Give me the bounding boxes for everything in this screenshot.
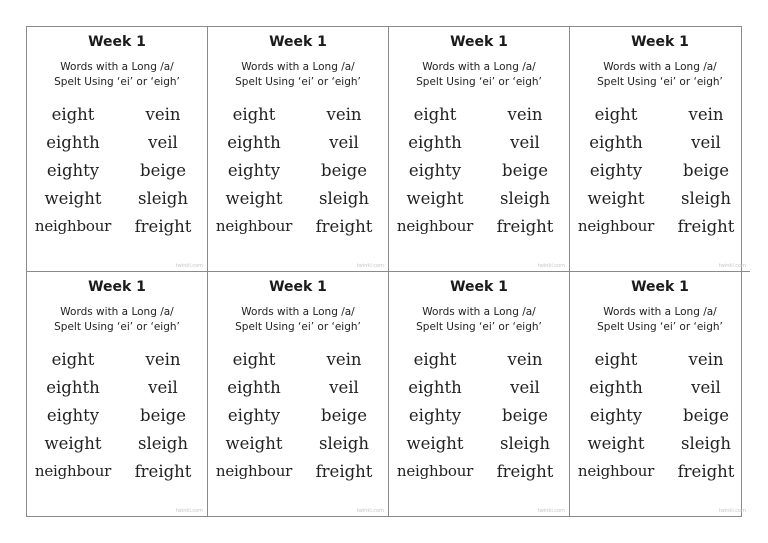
spelling-word: sleigh [681, 433, 731, 453]
card-subtitle-line: Spelt Using ‘ei’ or ‘eigh’ [54, 320, 180, 333]
card-subtitle-line: Spelt Using ‘ei’ or ‘eigh’ [235, 320, 361, 333]
spelling-word: sleigh [500, 189, 550, 208]
spelling-word: veil [148, 377, 178, 397]
spelling-word: freight [134, 461, 192, 481]
spelling-word: eighty [46, 405, 100, 425]
card-title: Week 1 [88, 34, 146, 50]
card-subtitle-line: Words with a Long /a/ [422, 305, 536, 318]
card-subtitle-line: Words with a Long /a/ [603, 305, 717, 318]
spelling-card [27, 272, 208, 517]
word-list [208, 349, 388, 482]
card-title: Week 1 [88, 278, 146, 295]
spelling-word: eighth [46, 133, 100, 152]
spelling-word: eighth [408, 133, 462, 152]
spelling-word: eighty [227, 405, 281, 425]
card-subtitle-line: Spelt Using ‘ei’ or ‘eigh’ [597, 320, 723, 333]
spelling-word: beige [321, 405, 367, 425]
card-watermark: twinkl.com [718, 262, 746, 269]
card-watermark: twinkl.com [537, 262, 565, 269]
spelling-word: freight [677, 217, 735, 236]
spelling-word: eight [413, 105, 457, 124]
spelling-word: neighbour [396, 461, 474, 480]
card-subtitle-line: Spelt Using ‘ei’ or ‘eigh’ [597, 76, 723, 88]
spelling-word: sleigh [138, 433, 188, 453]
spelling-word: vein [688, 105, 724, 124]
card-subtitle [27, 60, 207, 90]
word-list [208, 104, 388, 237]
spelling-word: veil [510, 377, 540, 397]
card-subtitle [570, 305, 750, 335]
card-title: Week 1 [631, 278, 689, 295]
spelling-word: beige [140, 161, 186, 180]
card-watermark: twinkl.com [356, 262, 384, 269]
spelling-word: eight [594, 105, 638, 124]
spelling-card [570, 272, 750, 517]
spelling-word: sleigh [138, 189, 188, 208]
card-title: Week 1 [269, 34, 327, 50]
spelling-word: eighth [589, 377, 643, 397]
spelling-word: vein [326, 349, 362, 369]
spelling-card [208, 27, 389, 272]
spelling-word: veil [329, 133, 359, 152]
spelling-word: veil [329, 377, 359, 397]
card-subtitle [570, 60, 750, 90]
spelling-word: freight [496, 461, 554, 481]
spelling-word: eighth [227, 133, 281, 152]
spelling-word: beige [502, 405, 548, 425]
card-subtitle-line: Words with a Long /a/ [60, 61, 174, 73]
card-subtitle-line: Words with a Long /a/ [60, 305, 174, 318]
spelling-word: eighth [46, 377, 100, 397]
word-list [570, 104, 750, 237]
word-list [27, 349, 207, 482]
spelling-word: eight [51, 105, 95, 124]
card-subtitle [27, 305, 207, 335]
card-subtitle-line: Words with a Long /a/ [603, 61, 717, 73]
card-subtitle-line: Words with a Long /a/ [241, 61, 355, 73]
spelling-word: vein [507, 105, 543, 124]
word-list [389, 104, 569, 237]
card-watermark: twinkl.com [537, 508, 565, 514]
spelling-word: beige [321, 161, 367, 180]
spelling-word: eighty [227, 161, 281, 180]
spelling-word: eighth [227, 377, 281, 397]
spelling-word: sleigh [681, 189, 731, 208]
spelling-word: freight [496, 217, 554, 236]
spelling-word: freight [677, 461, 735, 481]
spelling-word: weight [406, 189, 464, 208]
spelling-card-sheet [26, 26, 746, 517]
card-watermark: twinkl.com [175, 508, 203, 514]
spelling-word: eighty [46, 161, 100, 180]
card-subtitle-line: Spelt Using ‘ei’ or ‘eigh’ [235, 76, 361, 88]
spelling-word: vein [326, 105, 362, 124]
spelling-word: eight [232, 105, 276, 124]
spelling-word: eight [594, 349, 638, 369]
spelling-word: neighbour [396, 217, 474, 235]
spelling-word: vein [507, 349, 543, 369]
spelling-word: weight [406, 433, 464, 453]
spelling-word: freight [315, 217, 373, 236]
spelling-word: freight [315, 461, 373, 481]
spelling-word: vein [145, 349, 181, 369]
card-subtitle-line: Spelt Using ‘ei’ or ‘eigh’ [416, 320, 542, 333]
card-watermark: twinkl.com [356, 508, 384, 514]
card-title: Week 1 [269, 278, 327, 295]
card-subtitle [208, 305, 388, 335]
spelling-word: neighbour [215, 461, 293, 480]
spelling-word: weight [225, 189, 283, 208]
spelling-word: neighbour [577, 461, 655, 480]
card-watermark: twinkl.com [718, 508, 746, 514]
word-list [389, 349, 569, 482]
spelling-word: beige [140, 405, 186, 425]
spelling-word: beige [683, 161, 729, 180]
card-subtitle [389, 60, 569, 90]
spelling-word: weight [44, 189, 102, 208]
spelling-word: neighbour [34, 217, 112, 235]
card-subtitle-line: Words with a Long /a/ [422, 61, 536, 73]
spelling-word: eight [232, 349, 276, 369]
spelling-word: sleigh [319, 189, 369, 208]
card-watermark: twinkl.com [175, 262, 203, 269]
word-list [27, 104, 207, 237]
spelling-word: beige [683, 405, 729, 425]
card-subtitle-line: Spelt Using ‘ei’ or ‘eigh’ [54, 76, 180, 88]
card-subtitle-line: Words with a Long /a/ [241, 305, 355, 318]
spelling-card [389, 27, 570, 272]
spelling-card [389, 272, 570, 517]
spelling-word: neighbour [34, 461, 112, 480]
spelling-word: vein [145, 105, 181, 124]
spelling-word: sleigh [319, 433, 369, 453]
spelling-word: weight [44, 433, 102, 453]
spelling-word: beige [502, 161, 548, 180]
spelling-word: neighbour [215, 217, 293, 235]
spelling-word: veil [691, 377, 721, 397]
spelling-word: freight [134, 217, 192, 236]
spelling-word: eighth [589, 133, 643, 152]
spelling-card [570, 27, 750, 272]
spelling-word: eighth [408, 377, 462, 397]
spelling-word: eight [413, 349, 457, 369]
spelling-word: eighty [408, 161, 462, 180]
spelling-word: eighty [589, 405, 643, 425]
spelling-word: eighty [589, 161, 643, 180]
spelling-card [208, 272, 389, 517]
spelling-word: veil [510, 133, 540, 152]
word-list [570, 349, 750, 482]
spelling-word: vein [688, 349, 724, 369]
card-title: Week 1 [631, 34, 689, 50]
spelling-word: sleigh [500, 433, 550, 453]
spelling-word: eight [51, 349, 95, 369]
card-title: Week 1 [450, 34, 508, 50]
card-subtitle [208, 60, 388, 90]
spelling-word: weight [225, 433, 283, 453]
card-subtitle-line: Spelt Using ‘ei’ or ‘eigh’ [416, 76, 542, 88]
spelling-word: weight [587, 189, 645, 208]
spelling-word: neighbour [577, 217, 655, 235]
spelling-word: veil [148, 133, 178, 152]
card-title: Week 1 [450, 278, 508, 295]
card-subtitle [389, 305, 569, 335]
spelling-card [27, 27, 208, 272]
spelling-word: eighty [408, 405, 462, 425]
spelling-word: weight [587, 433, 645, 453]
spelling-word: veil [691, 133, 721, 152]
